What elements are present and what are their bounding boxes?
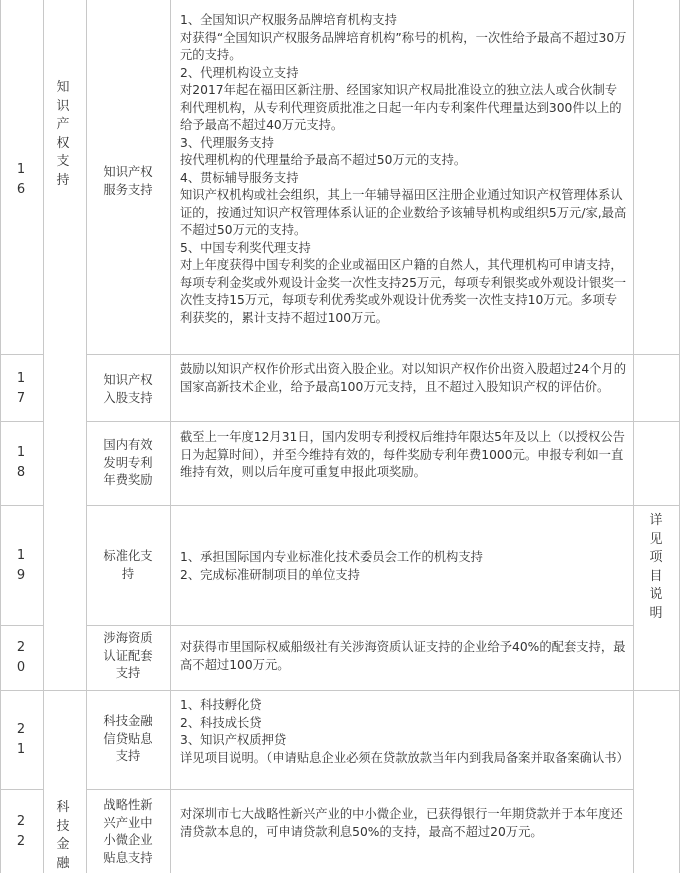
item-name: 知识产权 入股支持 — [103, 373, 153, 405]
row-divider — [86, 789, 633, 790]
category-tech-finance: 科 技 金 融 — [56, 800, 70, 871]
row-divider — [0, 625, 43, 626]
see-project-note: 详 见 项 目 说 明 — [649, 513, 663, 621]
category-ip-support: 知 识 产 权 支 持 — [56, 80, 70, 188]
item-content: 1、全国知识产权服务品牌培育机构支持 对获得“全国知识产权服务品牌培育机构”称号的机构，一次性给予最高不超过30万元的支持。 2、代理机构设立支持 对2017年起在福田区新注册、经国家知识产权局批准设立的独立法人或合伙制专利代理机构，从专利代理资质批准之日起一年内专利案件代理量达到300件以上的给予最高不超过40万元支持。 3、代理服务支持 按代理机构的代理量给予最高不超过50万元的支持。 4、贯标辅导服务支持 知识产权机构或社会组织，其上一年辅导福田区注册企业通过知识产权管理体系认证的，按通过知识产权管理体系认证的企业数给予该辅导机构或组织5万元/家,最高不超过50万元的支持。 5、中国专利奖代理支持 对上年度获得中国专利奖的企业或福田区户籍的自然人，其代理机构可申请支持，每项专利金奖或外观设计金奖一次性支持25万元，每项专利银奖或外观设计银奖一次性支持15万元，每项专利优秀奖或外观设计优秀奖一次性支持10万元。多项专利获奖的，累计支持不超过100万元。 — [180, 13, 627, 325]
item-content: 1、科技孵化贷 2、科技成长贷 3、知识产权质押贷 详见项目说明。（申请贴息企业必须在贷款放款当年内到我局备案并取备案确认书） — [180, 698, 629, 765]
row-number: 1 7 — [16, 371, 26, 406]
item-content: 截至上一年度12月31日，国内发明专利授权后维持年限达5年及以上（以授权公告日为起算时间），并至今维持有效的，每件奖励专利年费1000元。申报专利如一直维持有效，则以后年度可重复申报此项奖励。 — [180, 430, 625, 479]
item-name: 标准化支 持 — [103, 549, 153, 581]
item-name: 国内有效 发明专利 年费奖励 — [103, 438, 153, 487]
item-content: 鼓励以知识产权作价形式出资入股企业。对以知识产权作价出资入股超过24个月的国家高新技术企业，给予最高100万元支持，且不超过入股知识产权的评估价。 — [180, 362, 627, 394]
item-name: 科技金融 信贷贴息 支持 — [103, 714, 153, 763]
item-content: 对获得市里国际权威船级社有关涉海资质认证支持的企业给予40%的配套支持，最高不超过100万元。 — [180, 640, 626, 672]
row-divider — [86, 354, 680, 355]
row-divider — [86, 505, 680, 506]
column-divider — [0, 0, 1, 873]
row-number: 2 0 — [16, 640, 26, 675]
row-divider — [0, 421, 43, 422]
row-number: 1 8 — [16, 445, 26, 480]
row-number: 1 9 — [16, 548, 26, 583]
row-divider — [0, 690, 680, 691]
item-name: 知识产权 服务支持 — [103, 165, 153, 197]
row-divider — [86, 625, 633, 626]
row-divider — [0, 505, 43, 506]
column-divider — [43, 0, 44, 873]
item-name: 战略性新 兴产业中 小微企业 贴息支持 — [103, 798, 153, 865]
item-content: 1、承担国际国内专业标准化技术委员会工作的机构支持 2、完成标准研制项目的单位支持 — [180, 550, 483, 582]
row-number: 2 2 — [16, 814, 26, 849]
column-divider — [170, 0, 171, 873]
row-divider — [0, 354, 43, 355]
row-divider — [86, 421, 680, 422]
row-divider — [0, 789, 43, 790]
item-name: 涉海资质 认证配套 支持 — [103, 631, 153, 680]
row-number: 2 1 — [16, 722, 26, 757]
row-number: 1 6 — [16, 162, 26, 197]
column-divider — [633, 0, 634, 873]
item-content: 对深圳市七大战略性新兴产业的中小微企业，已获得银行一年期贷款并于本年度还清贷款本息的，可申请贷款利息50%的支持，最高不超过20万元。 — [180, 807, 623, 839]
